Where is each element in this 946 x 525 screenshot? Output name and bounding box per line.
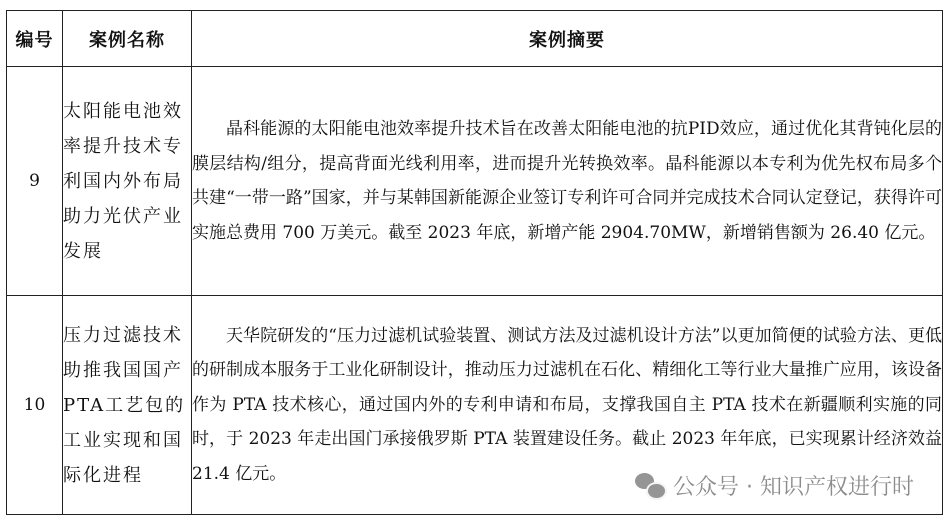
header-case-summary: 案例摘要	[192, 11, 943, 67]
case-number: 9	[7, 67, 63, 296]
table-header-row	[7, 11, 943, 67]
header-case-name: 案例名称	[63, 11, 192, 67]
wechat-icon	[635, 473, 665, 499]
case-summary: 晶科能源的太阳能电池效率提升技术旨在改善太阳能电池的抗PID效应，通过优化其背钝化层的膜层结构/组分，提高背面光线利用率，进而提升光转换效率。晶科能源以本专利为优先权布局多个共建“一带一路”国家，并与某韩国新能源企业签订专利许可合同并完成技术合同认定登记，获得许可实施总费用 700 万美元。截至 2023 年底，新增产能 2904.70MW，新增销售额为 26.40 亿元。	[192, 67, 943, 296]
case-table	[6, 10, 943, 515]
case-summary: 天华院研发的“压力过滤机试验装置、测试方法及过滤机设计方法”以更加简便的试验方法、更低的研制成本服务于工业化研制设计，推动压力过滤机在石化、精细化工等行业大量推广应用，该设备作为 PTA 技术核心，通过国内外的专利申请和布局，支撑我国自主 PTA 技术在新疆顺利实施的同时，于 2023 年走出国门承接俄罗斯 PTA 装置建设任务。截止 2023 年年底，已实现累计经济效益 21.4 亿元。	[192, 296, 943, 515]
table-row	[7, 67, 943, 296]
case-name: 太阳能电池效率提升技术专利国内外布局助力光伏产业发展	[63, 67, 192, 296]
case-number: 10	[7, 296, 63, 515]
watermark-text: 公众号 · 知识产权进行时	[673, 475, 914, 500]
header-number: 编号	[7, 11, 63, 67]
watermark	[631, 468, 918, 503]
case-name: 压力过滤技术助推我国国产PTA工艺包的工业实现和国际化进程	[63, 296, 192, 515]
